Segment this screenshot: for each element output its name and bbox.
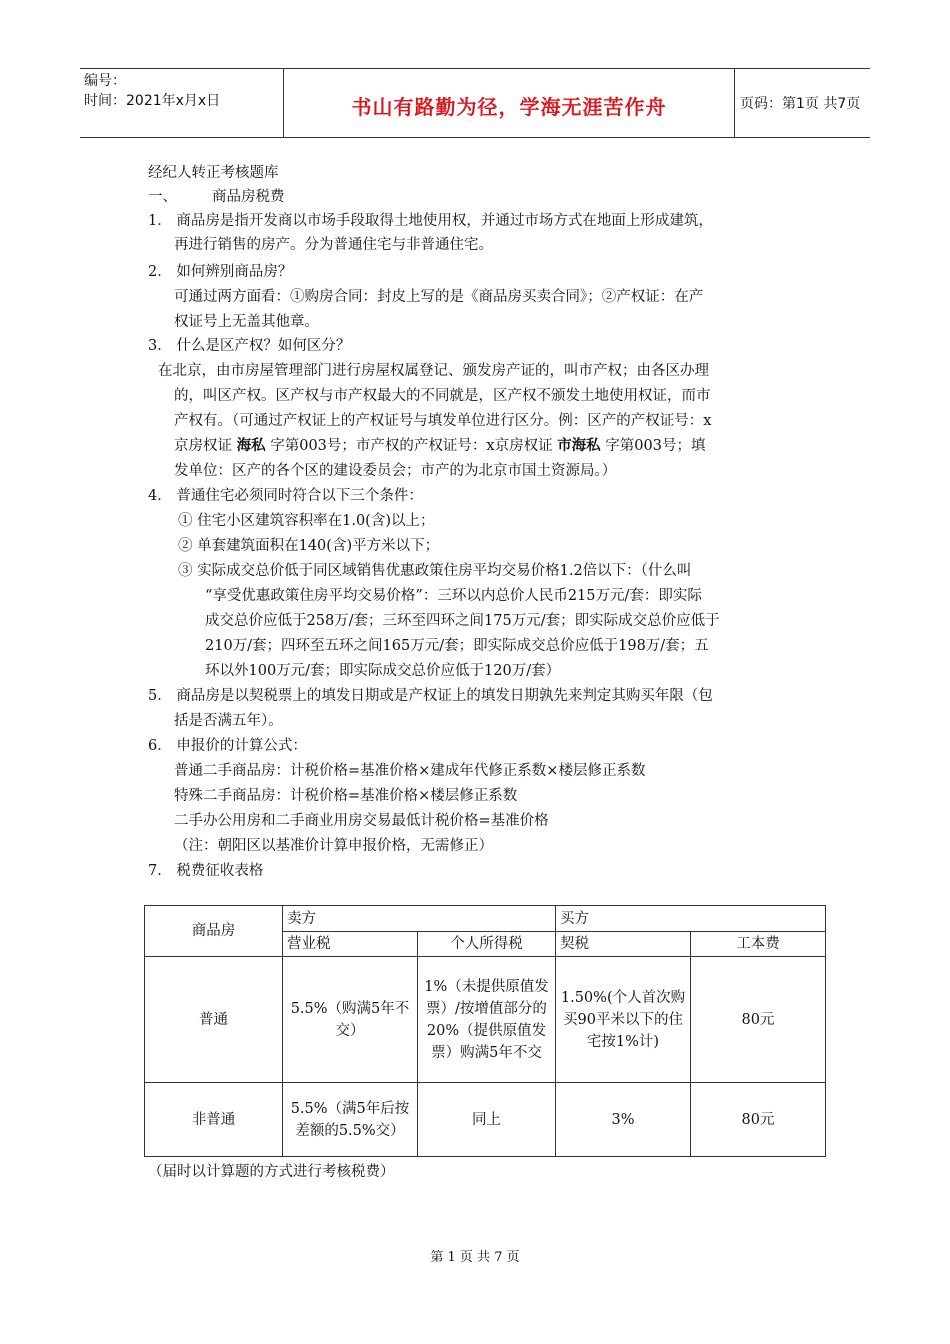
question-5-line-2: 括是否满五年）。 [174, 713, 283, 729]
question-2: 2． 如何辨别商品房？ [148, 264, 293, 280]
q3-text-b: 字第003号；市产权的产权证号：x京房权证 [265, 438, 558, 454]
q3-bold-haisi: 海私 [236, 437, 266, 454]
motto: 书山有路勤为径，学海无涯苦作舟 [351, 95, 667, 119]
formula-special: 特殊二手商品房：计税价格=基准价格×楼层修正系数 [174, 788, 518, 804]
q3-text-a: 京房权证 [174, 438, 237, 454]
condition-1: ① 住宅小区建筑容积率在1.0(含)以上； [178, 513, 435, 529]
header-income-tax: 个人所得税 [418, 932, 556, 957]
header-property: 商品房 [145, 906, 283, 957]
row-deed-tax: 3% [556, 1083, 691, 1157]
condition-3-line-5: 环以外100万元/套；即实际成交总价应低于120万/套） [205, 663, 561, 679]
question-7: 7． 税费征收表格 [148, 863, 264, 879]
section-number: 一、 [148, 189, 177, 205]
row-fee: 80元 [691, 1083, 826, 1157]
number-label: 编号： [84, 73, 126, 89]
row-type: 非普通 [145, 1083, 283, 1157]
time-label: 时间：2021年x月x日 [84, 93, 221, 109]
row-income-tax: 同上 [418, 1083, 556, 1157]
header-seller: 卖方 [283, 906, 556, 932]
question-3-answer-4 [174, 436, 705, 456]
condition-3: ③ 实际成交总价低于同区域销售优惠政策住房平均交易价格1.2倍以下：（什么叫 [178, 563, 692, 579]
question-2-answer-2: 权证号上无盖其他章。 [174, 314, 319, 330]
header-motto-cell [284, 69, 735, 137]
condition-2: ② 单套建筑面积在140(含)平方米以下； [178, 538, 440, 554]
question-2-answer-1: 可通过两方面看：①购房合同：封皮上写的是《商品房买卖合同》；②产权证：在产 [174, 289, 704, 305]
header-fee: 工本费 [691, 932, 826, 957]
row-income-tax: 1%（未提供原值发票）/按增值部分的20%（提供原值发票）购满5年不交 [418, 957, 556, 1083]
header-meta [80, 69, 284, 137]
page-info: 页码：第1页 共7页 [740, 96, 861, 112]
formula-note: （注：朝阳区以基准价计算申报价格，无需修正） [174, 838, 493, 854]
row-business-tax: 5.5%（购满5年不交） [283, 957, 418, 1083]
question-1-line-1: 1． 商品房是指开发商以市场手段取得土地使用权，并通过市场方式在地面上形成建筑， [148, 213, 713, 229]
condition-3-line-2: “享受优惠政策住房平均交易价格”：三环以内总价人民币215万元/套：即实际 [205, 588, 702, 604]
question-3-answer-3: 产权有。（可通过产权证上的产权证号与填发单位进行区分。例：区产的产权证号：x [174, 413, 712, 429]
row-deed-tax: 1.50%(个人首次购买90平米以下的住宅按1%计) [556, 957, 691, 1083]
header-business-tax: 营业税 [283, 932, 418, 957]
section-title: 商品房税费 [212, 189, 285, 205]
q3-bold-shihaisi: 市海私 [557, 437, 601, 454]
page-footer: 第 1 页 共 7 页 [430, 1250, 520, 1265]
row-business-tax: 5.5%（满5年后按差额的5.5%交） [283, 1083, 418, 1157]
question-4: 4． 普通住宅必须同时符合以下三个条件： [148, 488, 423, 504]
condition-3-line-3: 成交总价应低于258万/套；三环至四环之间175万元/套；即实际成交总价应低于 [205, 613, 720, 629]
question-5-line-1: 5． 商品房是以契税票上的填发日期或是产权证上的填发日期孰先来判定其购买年限（包 [148, 688, 713, 704]
question-1-line-2: 再进行销售的房产。分为普通住宅与非普通住宅。 [174, 237, 493, 253]
q3-text-c: 字第003号；填 [600, 438, 706, 454]
condition-3-line-4: 210万/套；四环至五环之间165万元/套；即实际成交总价应低于198万/套；五 [205, 638, 709, 654]
header-buyer: 买方 [556, 906, 826, 932]
doc-title: 经纪人转正考核题库 [148, 165, 279, 181]
formula-office: 二手办公用房和二手商业用房交易最低计税价格=基准价格 [174, 813, 549, 829]
row-type: 普通 [145, 957, 283, 1083]
table-row [145, 957, 826, 1083]
question-6: 6． 申报价的计算公式： [148, 738, 307, 754]
tax-table [144, 905, 826, 1157]
row-fee: 80元 [691, 957, 826, 1083]
formula-ordinary: 普通二手商品房：计税价格=基准价格×建成年代修正系数×楼层修正系数 [174, 763, 646, 779]
table-row [145, 1083, 826, 1157]
question-3-answer-2: 的，叫区产权。区产权与市产权最大的不同就是，区产权不颁发土地使用权证，而市 [174, 388, 711, 404]
question-3-answer-1: 在北京，由市房屋管理部门进行房屋权属登记、颁发房产证的，叫市产权；由各区办理 [158, 363, 709, 379]
tax-note: （届时以计算题的方式进行考核税费） [148, 1164, 395, 1180]
question-3-answer-5: 发单位：区产的各个区的建设委员会；市产的为北京市国土资源局。） [174, 463, 617, 479]
page-header [80, 68, 870, 138]
question-3: 3． 什么是区产权？如何区分？ [148, 338, 351, 354]
header-deed-tax: 契税 [556, 932, 691, 957]
